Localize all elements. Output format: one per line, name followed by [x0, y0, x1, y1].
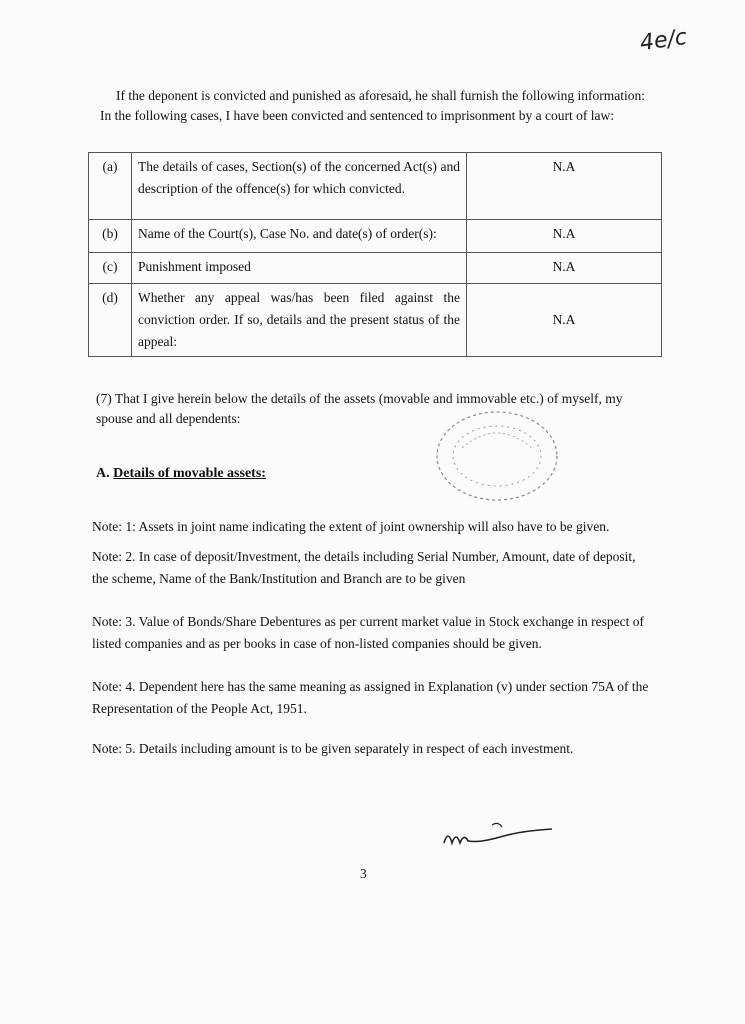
official-seal-stamp [432, 408, 562, 504]
handwritten-annotation: 4e/c [638, 24, 689, 57]
page-number: 3 [360, 866, 367, 881]
row-text: Name of the Court(s), Case No. and date(s) of order(s): [132, 220, 467, 253]
row-text: The details of cases, Section(s) of the concerned Act(s) and description of the offence(s) for which convicted. [132, 153, 467, 220]
table-row [89, 153, 662, 220]
row-text: Whether any appeal was/has been filed against the conviction order. If so, details and the present status of the appeal: [132, 284, 467, 357]
row-value: N.A [467, 253, 662, 284]
row-label: (c) [89, 253, 132, 284]
note-2: Note: 2. In case of deposit/Investment, the details including Serial Number, Amount, date of deposit, the scheme, Name of the Bank/Institution and Branch are to be given [92, 549, 636, 586]
row-value: N.A [467, 284, 662, 357]
row-label: (d) [89, 284, 132, 357]
row-label: (a) [89, 153, 132, 220]
section-a-prefix: A. [96, 466, 110, 481]
handwritten-signature [440, 815, 560, 855]
note-3: Note: 3. Value of Bonds/Share Debentures as per current market value in Stock exchange in respect of listed companies and as per books in case of non-listed companies should be given. [92, 614, 644, 651]
intro-line-1: If the deponent is convicted and punished as aforesaid, he shall furnish the following information: [116, 88, 645, 103]
note-5: Note: 5. Details including amount is to be given separately in respect of each investment. [92, 741, 574, 756]
row-value: N.A [467, 153, 662, 220]
section-a-title: Details of movable assets: [113, 466, 266, 481]
note-1: Note: 1: Assets in joint name indicating the extent of joint ownership will also have to be given. [92, 519, 610, 534]
table-row [89, 220, 662, 253]
table-row [89, 284, 662, 357]
table-row [89, 253, 662, 284]
note-4: Note: 4. Dependent here has the same meaning as assigned in Explanation (v) under section 75A of the Representation of the People Act, 1951. [92, 679, 649, 716]
conviction-table [88, 152, 662, 357]
row-text: Punishment imposed [132, 253, 467, 284]
intro-line-2: In the following cases, I have been convicted and sentenced to imprisonment by a court of law: [100, 108, 614, 123]
row-label: (b) [89, 220, 132, 253]
section-a-heading [96, 466, 266, 482]
assets-intro: (7) That I give herein below the details of the assets (movable and immovable etc.) of myself, my spouse and all dependents: [96, 391, 623, 426]
row-value: N.A [467, 220, 662, 253]
